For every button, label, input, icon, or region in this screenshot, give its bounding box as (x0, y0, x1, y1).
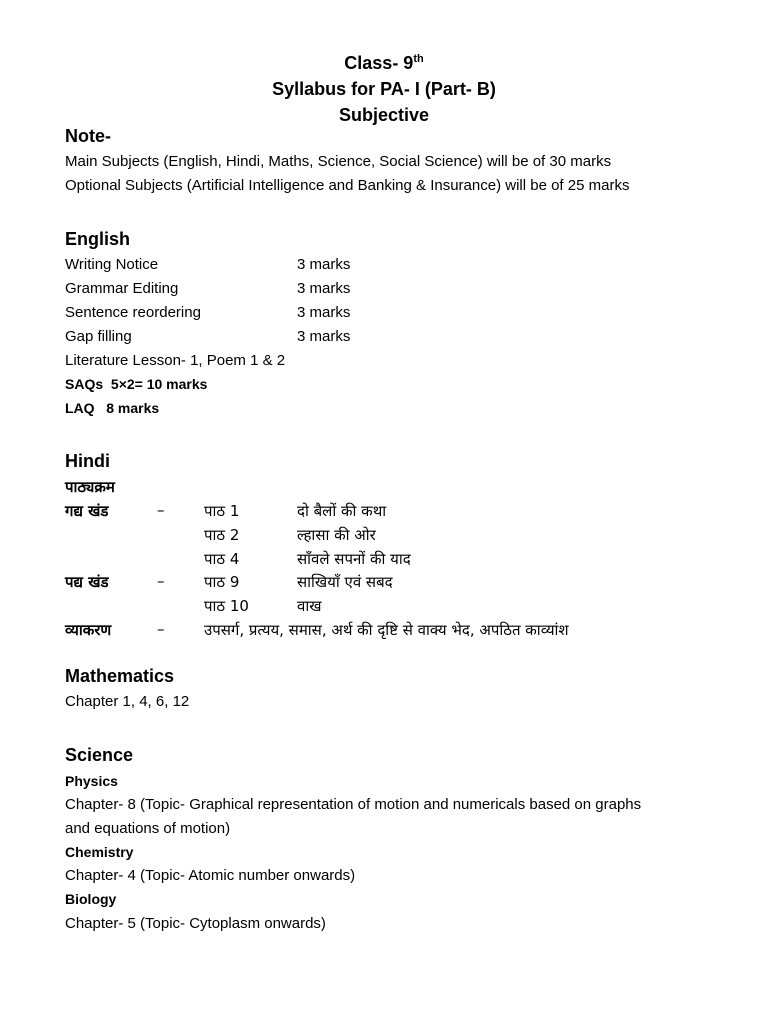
chemistry-label: Chemistry (65, 844, 134, 860)
physics-text-line-1: Chapter- 8 (Topic- Graphical representation of motion and numericals based on graphs (65, 796, 642, 813)
hindi-lesson-number: पाठ 2 (204, 526, 240, 544)
note-line-1: Main Subjects (English, Hindi, Maths, Science, Social Science) will be of 30 marks (65, 153, 612, 170)
english-item-label: Grammar Editing (65, 280, 179, 297)
hindi-lesson-number: पाठ 4 (204, 550, 240, 568)
hindi-padya-label: पद्य खंड (65, 573, 109, 591)
hindi-syllabus-label: पाठ्यक्रम (65, 478, 115, 496)
english-item-label: Gap filling (65, 328, 132, 345)
mathematics-chapters: Chapter 1, 4, 6, 12 (65, 693, 190, 710)
hindi-vyakaran-label: व्याकरण (65, 621, 112, 639)
biology-text: Chapter- 5 (Topic- Cytoplasm onwards) (65, 915, 326, 932)
document-header (0, 50, 768, 128)
hindi-lesson-title: दो बैलों की कथा (297, 502, 387, 520)
hindi-lesson-number: पाठ 10 (204, 597, 249, 615)
hindi-lesson-title: वाख (297, 597, 322, 615)
physics-label: Physics (65, 773, 118, 789)
english-item-marks: 3 marks (297, 280, 351, 297)
hindi-lesson-number: पाठ 9 (204, 573, 240, 591)
hindi-dash: – (157, 572, 165, 590)
note-heading: Note- (65, 126, 111, 146)
hindi-lesson-number: पाठ 1 (204, 502, 240, 520)
hindi-lesson-title: साखियाँ एवं सबद (297, 573, 393, 591)
syllabus-title: Syllabus for PA- I (Part- B) (272, 79, 496, 99)
note-line-2: Optional Subjects (Artificial Intelligence and Banking & Insurance) will be of 25 marks (65, 177, 630, 194)
hindi-lesson-title: साँवले सपनों की याद (297, 550, 411, 568)
mathematics-heading: Mathematics (65, 666, 175, 686)
hindi-gadya-label: गद्य खंड (65, 502, 109, 520)
science-heading: Science (65, 745, 134, 765)
english-item-label: Sentence reordering (65, 304, 201, 321)
hindi-dash: – (157, 620, 165, 638)
english-item-label: Writing Notice (65, 256, 159, 273)
english-laq: LAQ 8 marks (65, 400, 160, 416)
hindi-dash: – (157, 501, 165, 519)
hindi-vyakaran-text: उपसर्ग, प्रत्यय, समास, अर्थ की दृष्टि से वाक्य भेद, अपठित काव्यांश (204, 621, 569, 639)
english-heading: English (65, 229, 131, 249)
hindi-lesson-title: ल्हासा की ओर (297, 526, 376, 544)
biology-label: Biology (65, 891, 117, 907)
english-item-marks: 3 marks (297, 256, 351, 273)
subjective-title: Subjective (338, 105, 430, 125)
english-item-marks: 3 marks (297, 328, 351, 345)
english-literature: Literature Lesson- 1, Poem 1 & 2 (65, 352, 286, 369)
english-item-marks: 3 marks (297, 304, 351, 321)
hindi-heading: Hindi (65, 451, 110, 471)
class-title-superscript: th (413, 53, 424, 65)
class-title-text: Class- 9 (344, 53, 414, 73)
english-saqs: SAQs 5×2= 10 marks (65, 376, 208, 392)
class-title (0, 50, 768, 76)
physics-text-line-2: and equations of motion) (65, 820, 231, 837)
chemistry-text: Chapter- 4 (Topic- Atomic number onwards) (65, 867, 356, 884)
